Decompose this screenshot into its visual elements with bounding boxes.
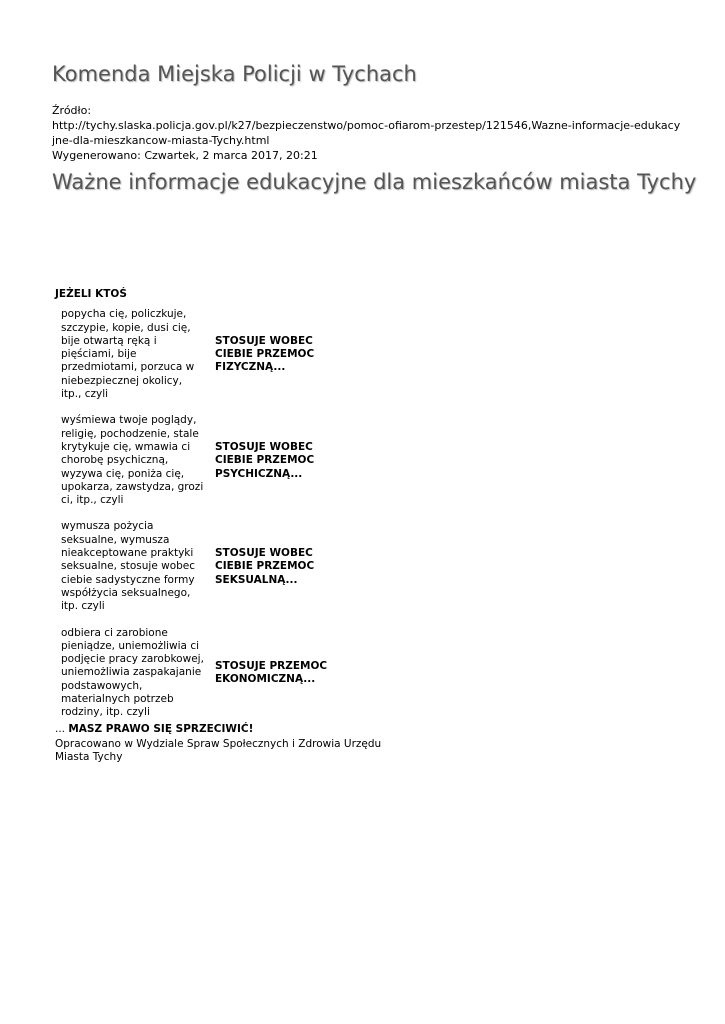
row-result: STOSUJE WOBEC CIEBIE PRZEMOC PSYCHICZNĄ... (215, 440, 315, 480)
row-description: popycha cię, policzkuje, szczypie, kopie, dusi cię, bije otwartą ręką i pięściami, bije przedmiotami, porzuca w niebezpiecznej okolicy, itp., czyli (61, 308, 195, 401)
violence-row-sexual (55, 520, 415, 613)
closing-bold: MASZ PRAWO SIĘ SPRZECIWIĆ! (68, 722, 254, 735)
source-info (52, 103, 682, 163)
row-description: wymusza pożycia seksualne, wymusza nieakceptowane praktyki seksualne, stosuje wobec ciebie sadystyczne formy współżycia seksualnego, itp. czyli (61, 520, 196, 613)
closing-statement (55, 723, 415, 736)
site-title: Komenda Miejska Policji w Tychach (52, 62, 417, 86)
source-label: Źródło: (52, 104, 92, 117)
footer-note: Opracowano w Wydziale Spraw Społecznych i Zdrowia Urzędu Miasta Tychy (55, 737, 382, 764)
row-result: STOSUJE WOBEC CIEBIE PRZEMOC FIZYCZNĄ... (215, 334, 315, 374)
violence-row-physical (55, 308, 415, 401)
row-result: STOSUJE WOBEC CIEBIE PRZEMOC SEKSUALNĄ... (215, 547, 315, 586)
row-description: odbiera ci zarobione pieniądze, uniemożliwia ci podjęcie pracy zarobkowej, uniemożliwia zaspakajanie podstawowych, materialnych potrzeb rodziny, itp. czyli (61, 626, 204, 719)
closing-prefix: ... (55, 722, 69, 735)
article-content (55, 288, 415, 765)
violence-row-psychological (55, 414, 415, 507)
article-title: Ważne informacje edukacyjne dla mieszkańców miasta Tychy (52, 170, 697, 194)
generated-date: Wygenerowano: Czwartek, 2 marca 2017, 20:21 (52, 149, 318, 162)
row-result: STOSUJE PRZEMOC EKONOMICZNĄ... (215, 659, 328, 686)
content-heading: JEŻELI KTOŚ (55, 288, 127, 300)
source-url[interactable]: http://tychy.slaska.policja.gov.pl/k27/bezpieczenstwo/pomoc-ofiarom-przestep/121546,Wazne-informacje-edukacyjne-dla-mieszkancow-miasta-Tychy.html (52, 119, 681, 147)
row-description: wyśmiewa twoje poglądy, religię, pochodzenie, stale krytykuje cię, wmawia ci chorobę psychiczną, wyzywa cię, poniża cię, upokarza, zawstydza, grozi ci, itp., czyli (61, 414, 204, 507)
violence-row-economic (55, 627, 415, 720)
